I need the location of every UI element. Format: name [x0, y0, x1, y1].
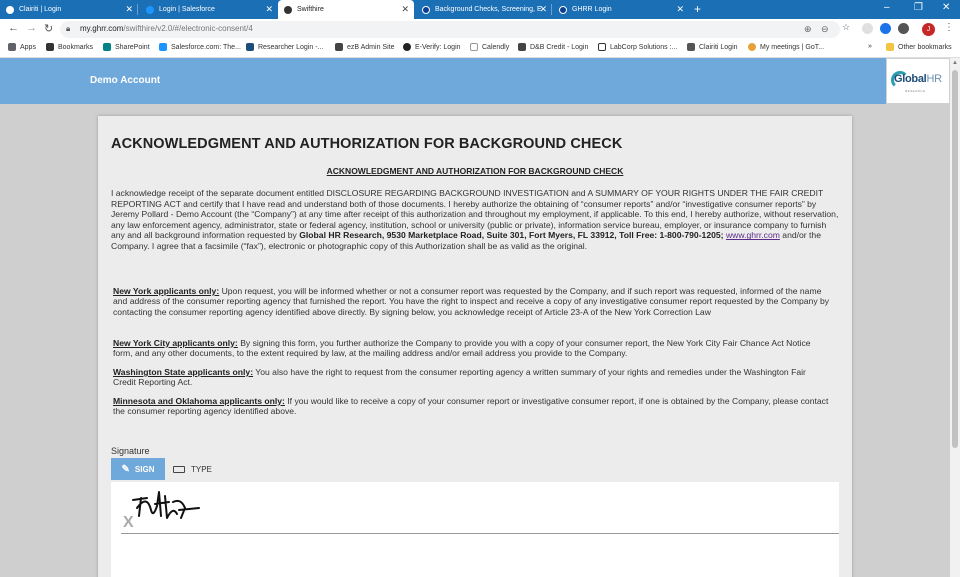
bookmark-researcher[interactable]: Researcher Login -... — [246, 43, 323, 51]
ghrr-favicon-icon — [422, 6, 430, 14]
bookmark-apps[interactable]: Apps — [8, 43, 36, 51]
labcorp-icon — [598, 43, 606, 51]
new-york-city-notice: New York City applicants only: By signing this form, you further authorize the Company to provide you with a copy of your consumer report, the New York City Fair Chance Act Notice form, and any other documents, to the extent required by law, at the mailing address and/or email address you provide to the Company. — [113, 338, 811, 359]
tab-title: Login | Salesforce — [159, 6, 215, 13]
ghrr-favicon-icon — [559, 6, 567, 14]
profile-avatar[interactable]: J — [922, 23, 935, 36]
signature-line — [121, 533, 839, 534]
menu-kebab-icon[interactable]: ⋮ — [944, 22, 954, 33]
ghrr-website-link[interactable]: www.ghrr.com — [725, 230, 780, 241]
new-york-notice: New York applicants only: Upon request, you will be informed whether or not a consumer report was requested by the Company, and if such report was requested, informed of the name and address of the consumer reporting agency that furnished the report. You have the right to inspect and receive a copy of any investigative consumer report requested by the Company by contacting the consumer reporting agency identified above directly. By signing below, you acknowledge receipt of Article 23-A of the New York Correction Law — [113, 286, 830, 317]
bookmark-everify[interactable]: E-Verify: Login — [403, 43, 461, 51]
bookmark-calendly[interactable]: Calendly — [470, 43, 509, 51]
calendly-icon — [470, 43, 478, 51]
scroll-up-arrow-icon[interactable]: ▲ — [952, 60, 958, 66]
authorization-paragraph: I acknowledge receipt of the separate document entitled DISCLOSURE REGARDING BACKGROUND INVESTIGATION and A SUMMARY OF YOUR RIGHTS UNDER THE FAIR CREDIT REPORTING ACT and certify that I have read and understand both of those documents. I hereby authorize the obtaining of “consumer reports” and/or “investigative consumer reports” by Jeremy Pollard - Demo Account (the “Company”) at any time after receipt of this authorization and throughout my employment, if applicable. To this end, I hereby authorize, without reservation, any law enforcement agency, administrator, state or federal agency, institution, school or university (public or private), information service bureau, employer, or insurance company to furnish any and all background information requested by Global HR Research, 9530 Marketplace Road, Suite 301, Fort Myers, FL 33912, Toll Free: 1-800-790-1205; www.ghrr.com and/or the Company. I agree that a facsimile (“fax”), electronic or photographic copy of this Authorization shall be as valid as the original. — [111, 188, 839, 251]
ezb-icon — [335, 43, 343, 51]
forward-arrow-icon[interactable]: → — [26, 22, 37, 34]
browser-toolbar — [0, 19, 960, 40]
researcher-icon — [246, 43, 254, 51]
extension-blue-icon[interactable] — [880, 23, 891, 34]
clairiti-icon — [687, 43, 695, 51]
other-bookmarks[interactable]: Other bookmarks — [886, 43, 952, 51]
account-name: Demo Account — [90, 75, 161, 86]
address-bar[interactable] — [60, 21, 840, 38]
bookmark-salesforce[interactable]: Salesforce.com: The... — [159, 43, 241, 51]
washington-notice: Washington State applicants only: You also have the right to request from the consumer reporting agency a written summary of your rights and remedies under the Washington Fair Credit Reporting Act. — [113, 367, 806, 388]
maximize-icon[interactable]: ❐ — [914, 2, 923, 13]
close-window-icon[interactable]: ✕ — [942, 2, 951, 13]
location-icon[interactable]: ⊕ — [804, 24, 812, 34]
bookmark-gotomeeting[interactable]: My meetings | GoT... — [748, 43, 824, 51]
minnesota-oklahoma-notice: Minnesota and Oklahoma applicants only: If you would like to receive a copy of your consumer report or investigative consumer report, if one is obtained by the Company, please contact the consumer reporting agency identified above. — [113, 396, 829, 417]
star-icon — [46, 43, 54, 51]
bookmarks-bar — [0, 40, 960, 58]
tab-salesforce[interactable] — [140, 0, 278, 19]
salesforce-icon — [159, 43, 167, 51]
clairiti-favicon-icon — [6, 6, 14, 14]
folder-icon — [886, 43, 894, 51]
bookmark-star-icon[interactable]: ☆ — [842, 22, 851, 32]
signature-pad[interactable] — [111, 482, 839, 577]
dnb-icon — [518, 43, 526, 51]
scrollbar-thumb[interactable] — [952, 70, 958, 448]
bookmarks-overflow-icon[interactable]: » — [868, 43, 872, 50]
zoom-icon[interactable]: ⊖ — [821, 24, 829, 34]
type-tab-button[interactable]: TYPE — [173, 458, 212, 480]
globalhr-logo: GlobalHR RESEARCH — [886, 58, 950, 104]
tab-title: GHRR Login — [572, 6, 612, 13]
extension-cloud-icon[interactable] — [862, 23, 873, 34]
signature-x-mark: X — [123, 514, 134, 531]
tab-swifthire[interactable] — [278, 0, 414, 19]
gotomeeting-icon — [748, 43, 756, 51]
bookmark-bookmarks[interactable]: Bookmarks — [46, 43, 93, 51]
lock-icon: 🔒︎ — [66, 24, 71, 33]
swifthire-favicon-icon — [284, 6, 292, 14]
consent-card — [98, 116, 852, 577]
bookmark-dnb[interactable]: D&B Credit - Login — [518, 43, 588, 51]
sharepoint-icon — [103, 43, 111, 51]
tab-title: Clairiti | Login — [19, 6, 62, 13]
apps-grid-icon — [8, 43, 16, 51]
section-subtitle: ACKNOWLEDGMENT AND AUTHORIZATION FOR BACKGROUND CHECK — [326, 166, 624, 176]
signature-drawing — [129, 488, 209, 528]
signature-label: Signature — [111, 446, 150, 456]
minimize-icon[interactable]: – — [884, 2, 890, 13]
close-tab-icon[interactable]: ✕ — [125, 4, 133, 14]
tab-title: Background Checks, Screening, E — [435, 6, 542, 13]
keyboard-icon — [173, 466, 185, 473]
url-text[interactable]: my.ghrr.com/swifthire/v2.0/#/electronic-consent/4 — [80, 24, 253, 33]
page-title: ACKNOWLEDGMENT AND AUTHORIZATION FOR BACKGROUND CHECK — [111, 136, 623, 152]
pen-icon: ✎ — [121, 463, 130, 475]
close-tab-icon[interactable]: ✕ — [676, 4, 684, 14]
new-tab-button[interactable]: + — [694, 2, 702, 16]
extension-grey-icon[interactable] — [898, 23, 909, 34]
close-tab-icon[interactable]: ✕ — [265, 4, 273, 14]
tab-ghrr-login[interactable] — [553, 0, 689, 19]
close-tab-icon[interactable]: ✕ — [539, 4, 547, 14]
reload-icon[interactable]: ↻ — [44, 23, 54, 35]
bookmark-ezb[interactable]: ezB Admin Site — [335, 43, 394, 51]
sign-tab-button[interactable]: ✎ SIGN — [111, 458, 165, 480]
vertical-scrollbar[interactable] — [950, 58, 960, 577]
bookmark-sharepoint[interactable]: SharePoint — [103, 43, 150, 51]
app-header — [0, 58, 950, 104]
everify-icon — [403, 43, 411, 51]
close-tab-icon[interactable]: ✕ — [401, 4, 409, 14]
tab-clairiti[interactable] — [0, 0, 138, 19]
salesforce-favicon-icon — [146, 6, 154, 14]
bookmark-clairiti[interactable]: Clairiti Login — [687, 43, 738, 51]
browser-tab-strip — [0, 0, 960, 19]
back-arrow-icon[interactable]: ← — [8, 22, 19, 34]
tab-title: Swifthire — [297, 6, 324, 13]
tab-background-checks[interactable] — [416, 0, 552, 19]
bookmark-labcorp[interactable]: LabCorp Solutions :... — [598, 43, 677, 51]
